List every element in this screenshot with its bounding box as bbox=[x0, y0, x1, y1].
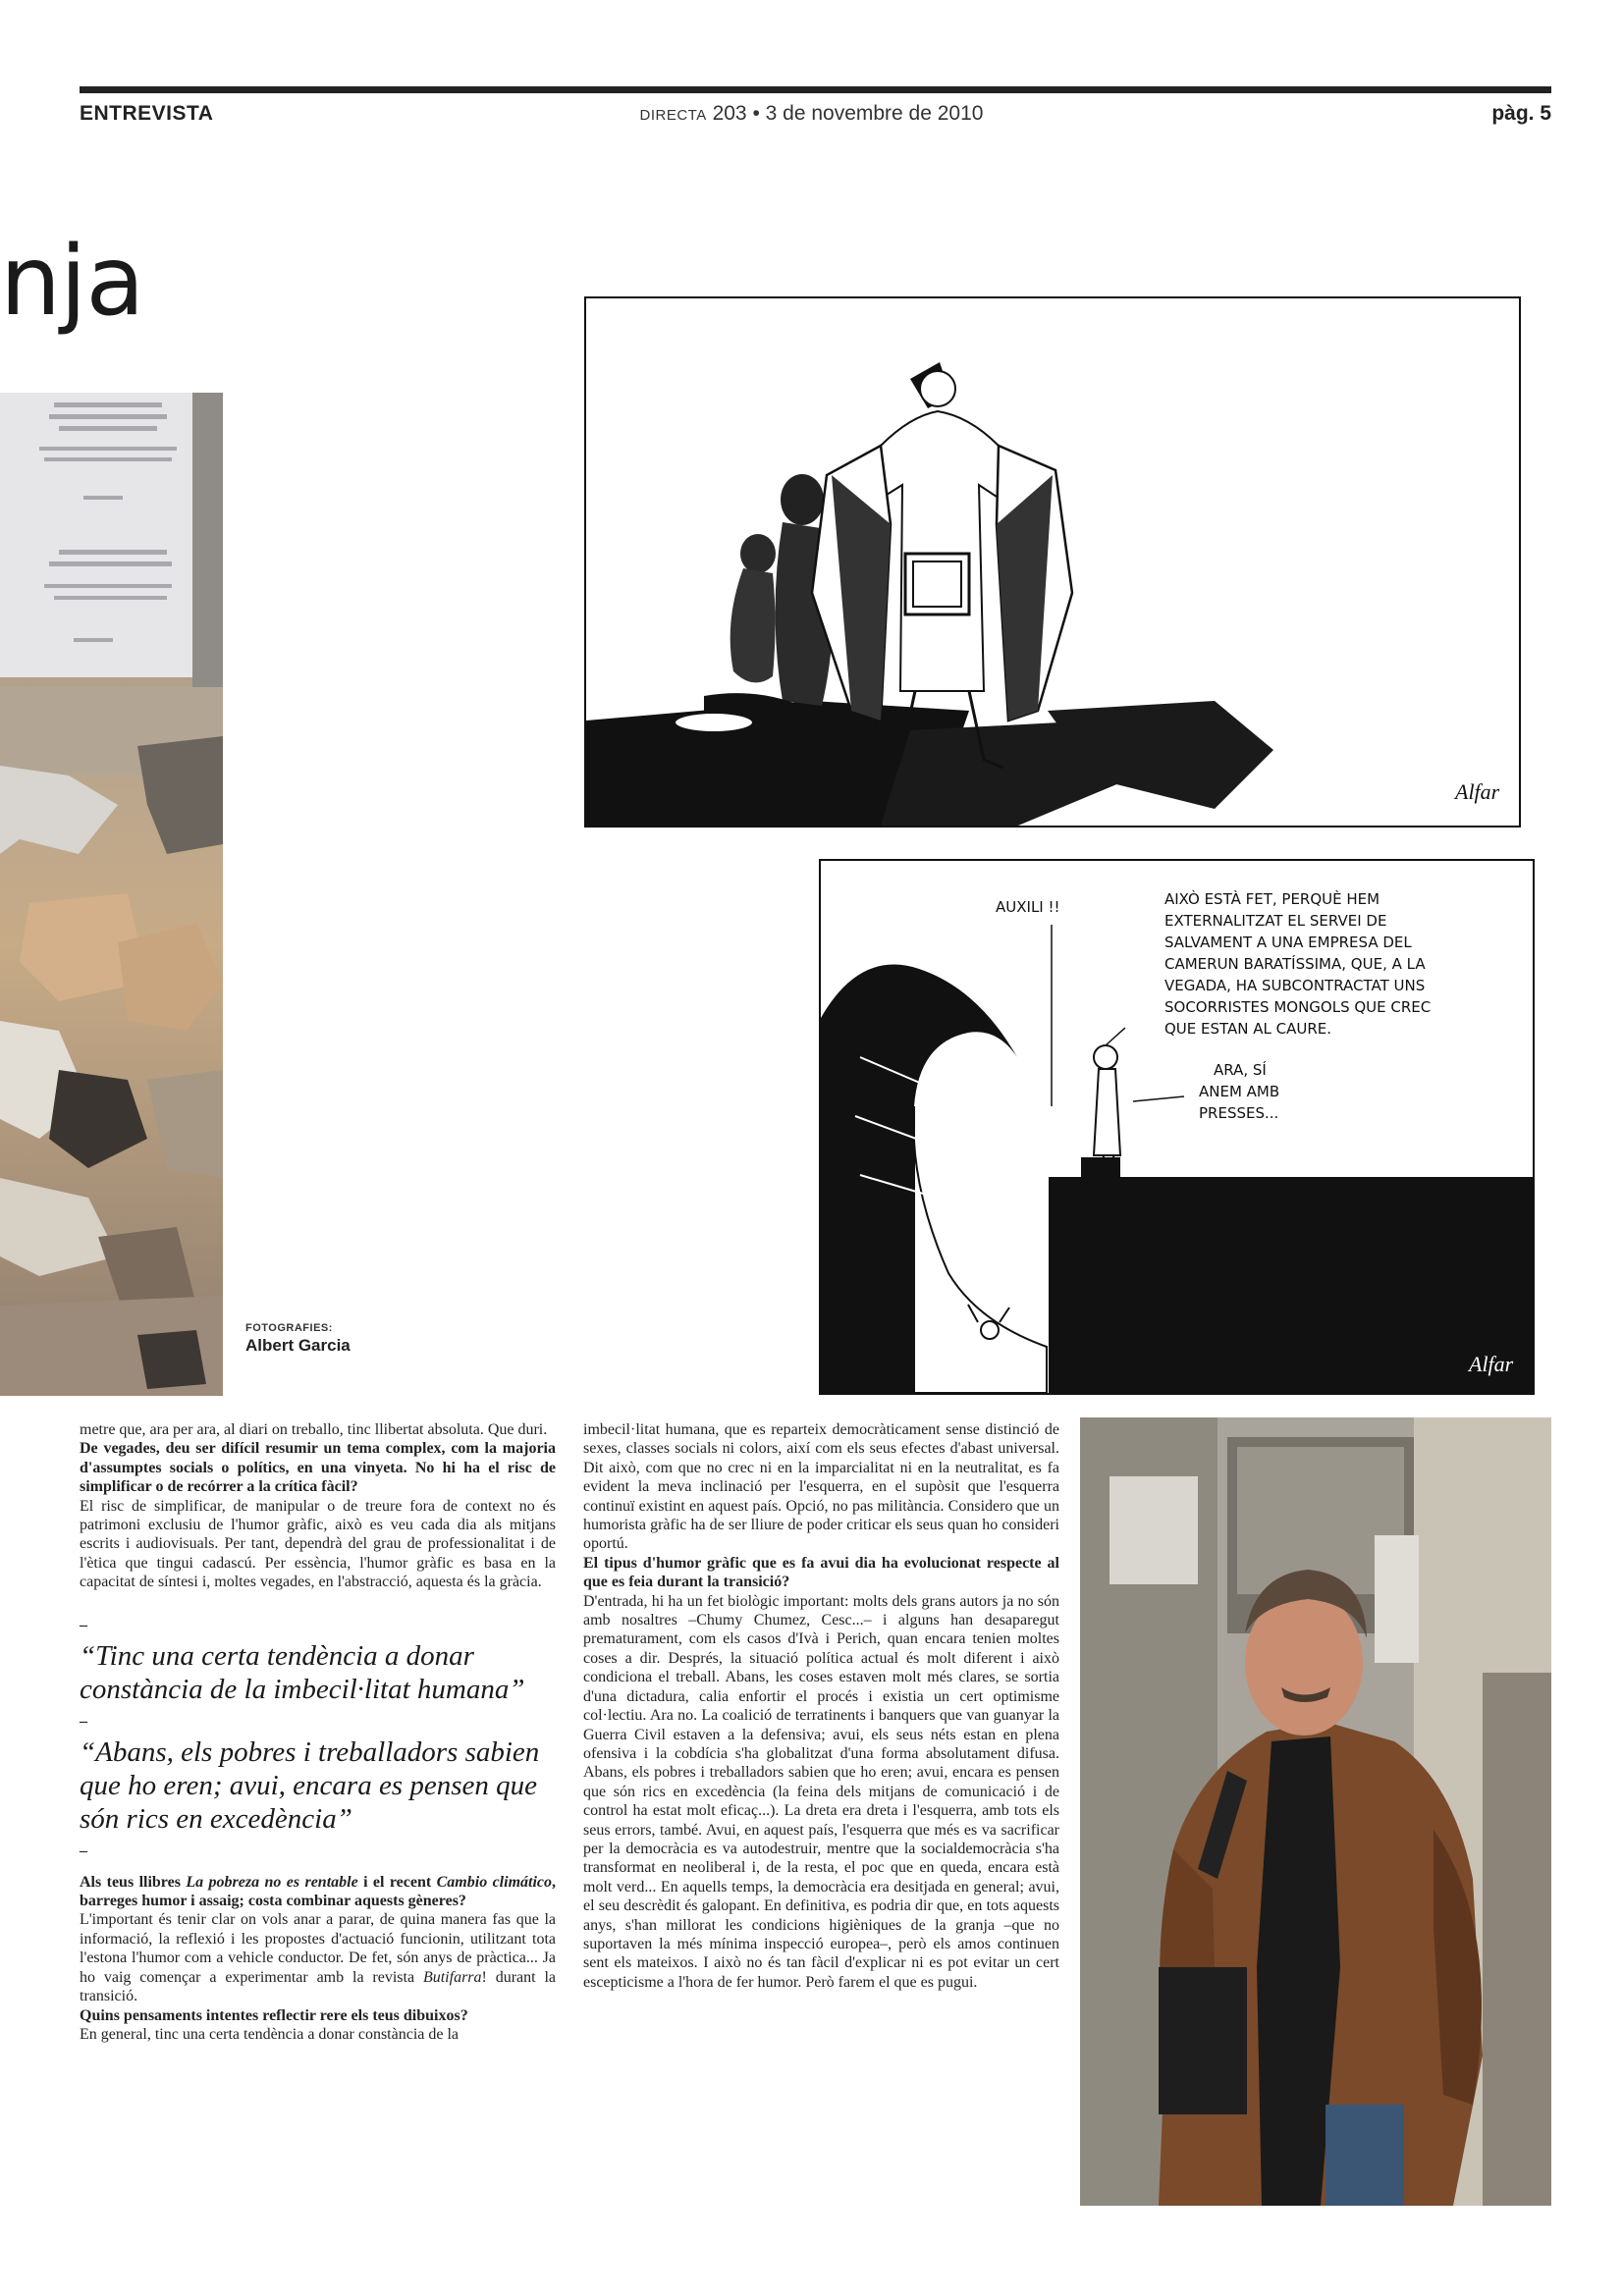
bubble-long-line: SALVAMENT A UNA EMPRESA DEL bbox=[1164, 934, 1412, 951]
bubble-long-line: EXTERNALITZAT EL SERVEI DE bbox=[1164, 912, 1387, 930]
bubble-short-line: ANEM AMB bbox=[1199, 1083, 1280, 1100]
wall-photo bbox=[0, 393, 223, 1396]
cartoon-lifeguards bbox=[819, 859, 1535, 1395]
section-label: ENTREVISTA bbox=[80, 102, 214, 125]
answer-paragraph: El risc de simplificar, de manipular o de treure fora de context no és patrimoni exclusiu de l'humor gràfic, això es veu cada dia als mitjans escrits i audiovisuals. Per tant, dependrà del grau de professionalitat i de l'ètica que tingui cadascú. Per essència, l'humor gràfic es basa en la capacitat de síntesi i, moltes vegades, en l'abstracció, aquesta és la gràcia. bbox=[80, 1497, 556, 1591]
interview-question: El tipus d'humor gràfic que es fa avui dia ha evolucionat respecte al que es feia durant la transició? bbox=[583, 1554, 1059, 1591]
bubble-short-line: PRESSES... bbox=[1199, 1104, 1279, 1122]
cartoon-exhibitionist bbox=[584, 296, 1521, 828]
pull-quote-divider: – bbox=[80, 1842, 87, 1859]
bubble-long-line: CAMERUN BARATÍSSIMA, QUE, A LA bbox=[1164, 955, 1426, 973]
page-number: pàg. 5 bbox=[1491, 102, 1551, 125]
bubble-long-line: VEGADA, HA SUBCONTRACTAT UNS bbox=[1164, 977, 1426, 994]
publication-name: DIRECTA bbox=[639, 107, 707, 124]
credit-label: FOTOGRAFIES: bbox=[245, 1322, 333, 1334]
answer-paragraph: En general, tinc una certa tendència a donar constància de la bbox=[80, 2025, 460, 2043]
bubble-short-line: ARA, SÍ bbox=[1214, 1061, 1267, 1079]
text-column-2 bbox=[583, 1420, 1059, 1992]
interview-question: Als teus llibres La pobreza no es rentable i el recent Cambio climático, barreges humor i assaig; costa combinar aquests gèneres? bbox=[80, 1873, 557, 1910]
issue-info bbox=[0, 102, 1623, 126]
answer-paragraph: D'entrada, hi ha un fet biològic important: molts dels grans autors ja no són amb nosaltres –Chumy Chumez, Cesc...– i alguns han desaparegut prematurament, com els casos d'Ivà i Perich, quan encara tenien moltes coses a dir. Després, la situació política actual és molt diferent i això condiciona el treball. Abans, les coses estaven molt més clares, se sortia d'una dictadura, calia enfortir el procés i existia un cert optimisme col·lectiu. Ara no. La coalició de terratinents i banquers que van guanyar la Guerra Civil estaven a la defensiva; avui, els seus néts estan en plena ofensiva i la cobdícia s'ha globalitzat d'una forma absolutament difusa. Abans, els pobres i treballadors sabien que ho eren; avui, encara es pensen que són rics en excedència (la feina dels mitjans de comunicació i de control ha estat molt eficaç...). La dreta era dreta i l'esquerra, amb tots els seus errors, també. Avui, en aquest país, l'esquerra que més es va sacrificar per la democràcia es va autodestruir, mentre que la socialdemocràcia s'ha transformat en neoliberal i, de la resta, el poc que en queda, encara està molt verd... En aquells temps, la democràcia era desitjada en general; avui, el seu descrèdit és galopant. En definitiva, es podria dir que, en tots aquests anys, s'han millorat les condicions higièniques de la granja –que no suportaven la més mínima inspecció europea–, però els amos continuen sent els mateixos. I això no és tan fàcil d'explicar ni es pot evitar un cert escepticisme a l'hora de fer humor. Però farem el que es pugui. bbox=[583, 1592, 1059, 1991]
pull-quote: “Tinc una certa tendència a donar constància de la imbecil·litat humana” bbox=[80, 1639, 525, 1705]
cartoon-bottom-signature: Alfar bbox=[1469, 1352, 1514, 1376]
interview-question: Quins pensaments intentes reflectir rere els teus dibuixos? bbox=[80, 2006, 468, 2024]
bubble-long-line: QUE ESTAN AL CAURE. bbox=[1164, 1020, 1332, 1038]
issue-date: 203 • 3 de novembre de 2010 bbox=[712, 102, 984, 125]
bubble-help: AUXILI !! bbox=[996, 898, 1060, 916]
header-rule bbox=[80, 86, 1551, 93]
photo-credit bbox=[245, 1322, 351, 1356]
interview-question: De vegades, deu ser difícil resumir un tema complex, com la majoria d'assumptes socials o polítics, en una vinyeta. No hi ha el risc de simplificar o de recórrer a la crítica fàcil? bbox=[80, 1440, 556, 1496]
answer-paragraph: imbecil·litat humana, que es reparteix democràticament sense distinció de sexes, classes socials ni colors, així com els seus efectes d'abast universal. Dit això, com que no crec ni en la imparcialitat ni en la neutralitat, es fa evident la meva inclinació per l'esquerra, en el supòsit que l'esquerra continuï existint en aquest país. Opció, no pas militància. Considero que un humorista gràfic ha de ser lliure de poder criticar els seus quan ho consideri oportú. bbox=[583, 1421, 1059, 1553]
bubble-long-line: SOCORRISTES MONGOLS QUE CREC bbox=[1164, 998, 1432, 1016]
pull-quote: “Abans, els pobres i treballadors sabien que ho eren; avui, encara es pensen que són rics en excedència” bbox=[80, 1735, 540, 1835]
bubble-long-line: AIXÒ ESTÀ FET, PERQUÈ HEM bbox=[1164, 890, 1380, 908]
credit-name: Albert Garcia bbox=[245, 1336, 351, 1355]
answer-paragraph: L'important és tenir clar on vols anar a parar, de quina manera fas que la informació, la reflexió i les propostes d'actuació funcionin, utilitzant tota l'estona l'humor com a vehicle conductor. De fet, són anys de pràctica... Ja ho vaig començar a experimentar amb la revista Butifarra! durant la transició. bbox=[80, 1911, 557, 2005]
pull-quote-divider: – bbox=[80, 1712, 87, 1730]
pull-quote-divider: – bbox=[80, 1616, 87, 1633]
portrait-photo bbox=[1080, 1417, 1551, 2206]
text-column-1 bbox=[80, 1420, 556, 2044]
headline: nja bbox=[0, 226, 144, 338]
paragraph: metre que, ara per ara, al diari on treballo, tinc llibertat absoluta. Que duri. bbox=[80, 1421, 548, 1438]
cartoon-top-signature: Alfar bbox=[1455, 779, 1500, 804]
